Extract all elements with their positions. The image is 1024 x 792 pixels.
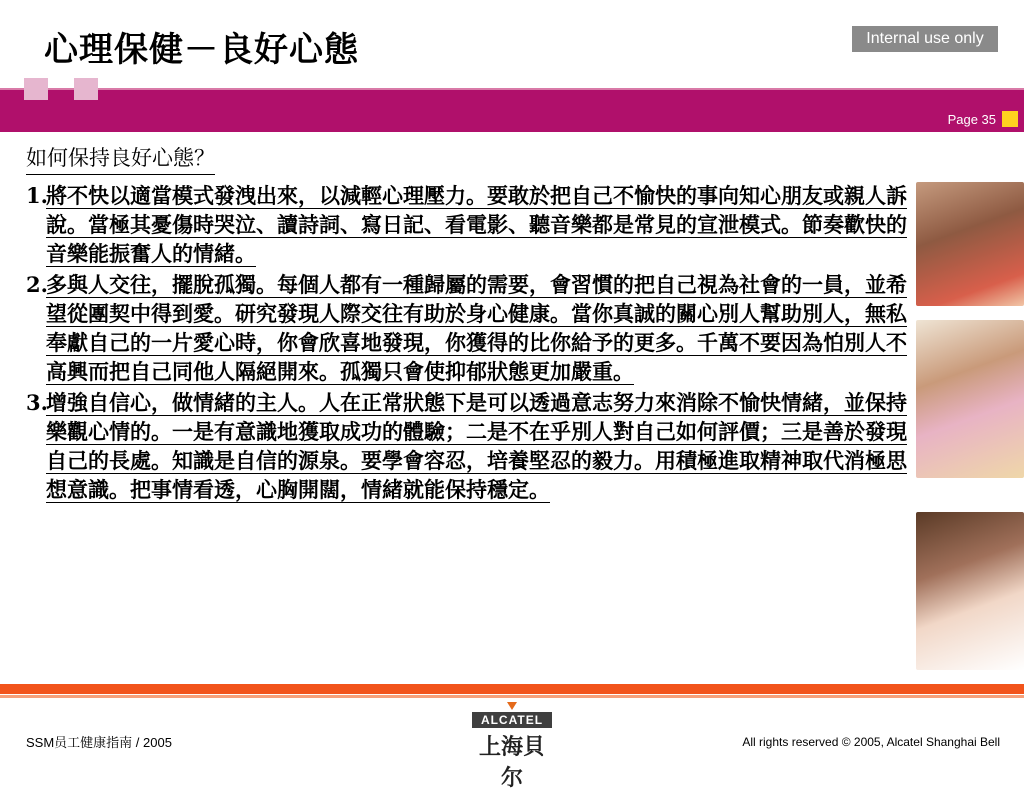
list-item-3: [26, 388, 910, 504]
footer-stripe: [0, 684, 1024, 694]
item-text: 多與人交往，擺脫孤獨。每個人都有一種歸屬的需要，會習慣的把自己視為社會的一員，並希望從團契中得到愛。研究發現人際交往有助於身心健康。當你真誠的關心別人幫助別人，無私奉獻自己的一片愛心時，你會欣喜地發現，你獲得的比你給予的更多。千萬不要因為怕別人不高興而把自己同他人隔絕開來。孤獨只會使抑郁狀態更加嚴重。: [46, 272, 907, 384]
footer-stripe-light: [0, 695, 1024, 698]
logo-chinese-text: 上海貝尔: [478, 734, 545, 791]
list-item-1: [26, 181, 910, 268]
header-band: [0, 90, 1024, 132]
copyright-text: All rights reserved © 2005, Alcatel Shanghai Bell: [742, 735, 1000, 749]
logo-triangle-icon: [507, 702, 517, 710]
item-number: 2.: [26, 272, 48, 297]
woman-on-phone-photo: [916, 320, 1024, 478]
band-block-2: [74, 78, 98, 100]
item-number: 3.: [26, 390, 48, 415]
question-heading: 如何保持良好心態？: [26, 144, 215, 175]
footer-left-text: SSM员工健康指南 / 2005: [26, 735, 172, 750]
item-text: 將不快以適當模式發洩出來，以減輕心理壓力。要敢於把自己不愉快的事向知心朋友或親人訴說。當極其憂傷時哭泣、讀詩詞、寫日記、看電影、聽音樂都是常見的宣泄模式。節奏歡快的音樂能振奮人的情緒。: [46, 183, 907, 266]
band-block-1: [24, 78, 48, 100]
slide-title: 心理保健－良好心態: [44, 30, 359, 70]
smiling-woman-photo: [916, 182, 1024, 306]
item-number: 1.: [26, 183, 48, 208]
logo-text: ALCATEL: [472, 712, 552, 728]
page-square-icon: [1002, 111, 1018, 127]
item-text: 增強自信心，做情緒的主人。人在正常狀態下是可以透過意志努力來消除不愉快情緒，並保持樂觀心情的。一是有意識地獲取成功的體驗；二是不在乎別人對自己如何評價；三是善於發現自己的長處。知識是自信的源泉。要學會容忍，培養堅忍的毅力。用積極進取精神取代消極思想意識。把事情看透，心胸開闊，情緒就能保持穩定。: [46, 390, 907, 502]
internal-use-badge: Internal use only: [852, 26, 998, 52]
slide-content: [26, 144, 910, 504]
page-number: Page 35: [947, 112, 996, 127]
laughing-woman-photo: [916, 512, 1024, 670]
alcatel-logo: [470, 702, 554, 791]
list-item-2: [26, 270, 910, 386]
